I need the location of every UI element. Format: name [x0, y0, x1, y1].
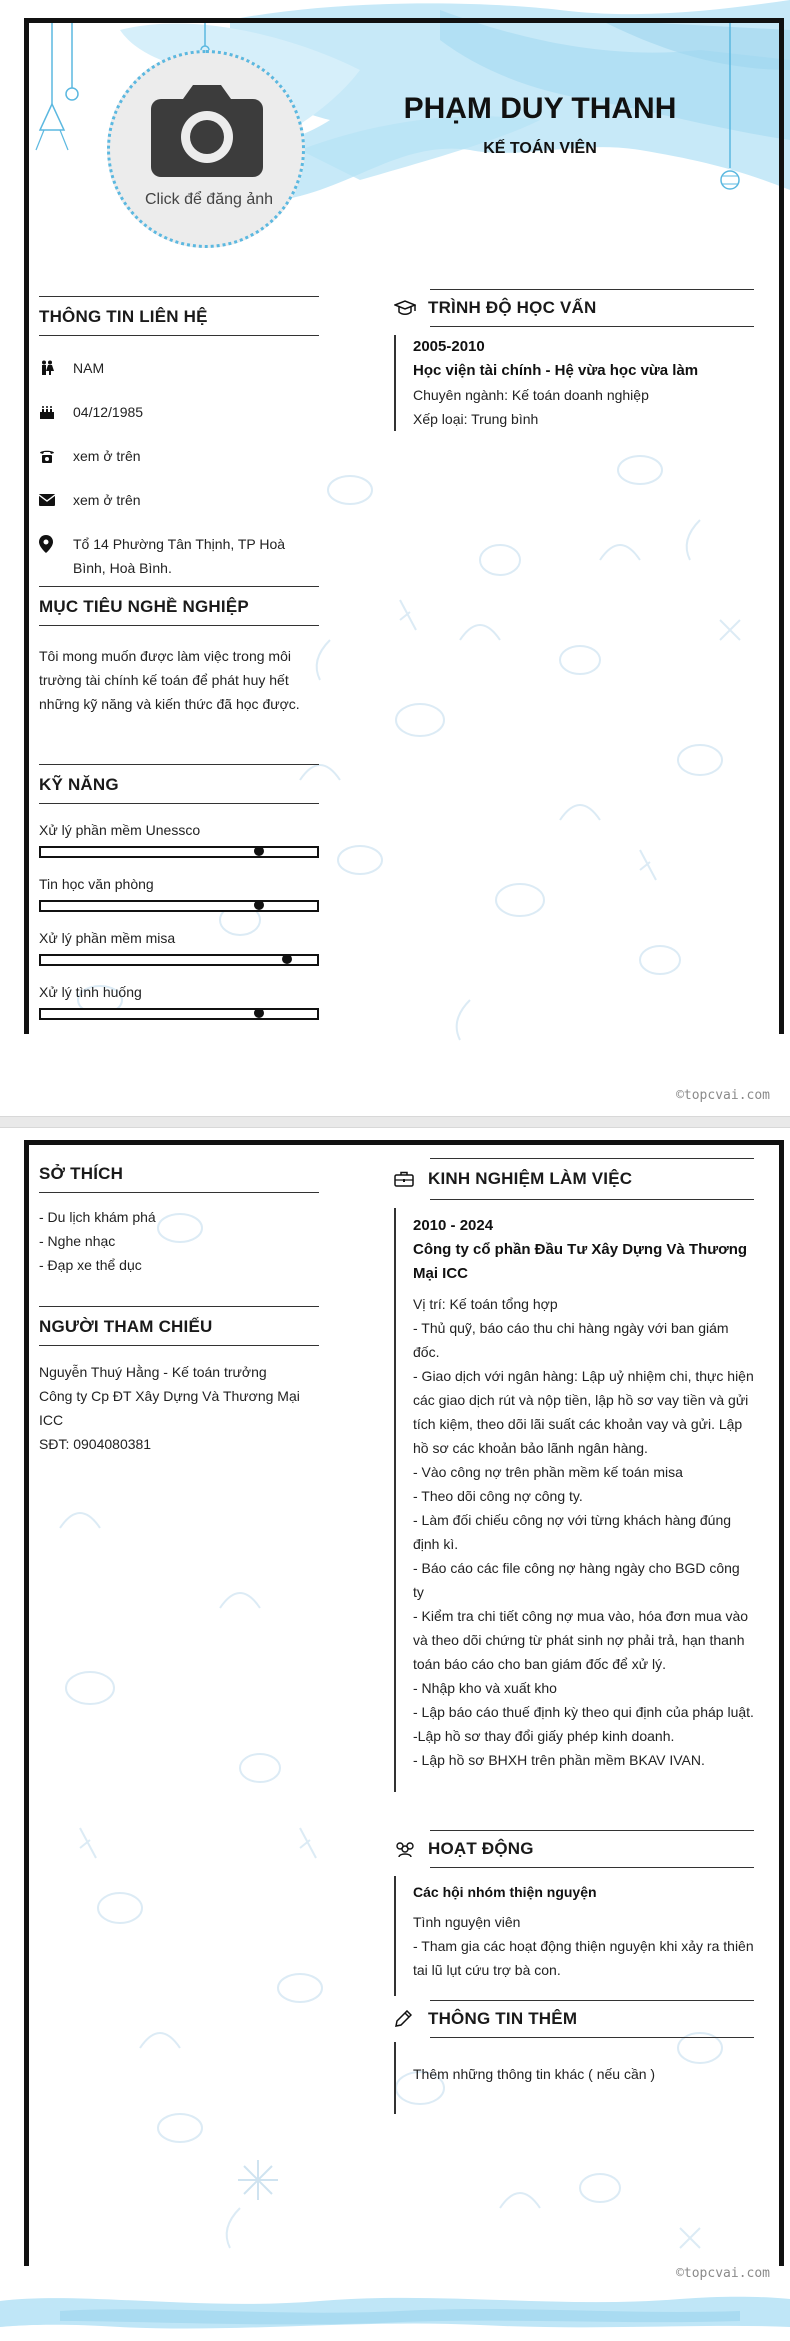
avatar-upload[interactable] [107, 50, 305, 248]
skill-level-knob[interactable] [282, 954, 292, 964]
phone-value: xem ở trên [73, 448, 141, 464]
duty-item: - Làm đối chiếu công nợ với từng khách hàng đúng định kì. [413, 1512, 732, 1552]
education-school: Học viện tài chính - Hệ vừa học vừa làm [413, 362, 699, 379]
duty-item: -Lập hồ sơ thay đổi giấy phép kinh doanh. [413, 1728, 675, 1744]
additional-text: Thêm những thông tin khác ( nếu cần ) [413, 2066, 656, 2082]
watermark: ©topcvai.com [676, 2266, 770, 2281]
skills-title: KỸ NĂNG [39, 775, 119, 794]
graduation-cap-icon [394, 300, 428, 316]
objective-section [39, 586, 319, 716]
education-period: 2005-2010 [413, 338, 485, 355]
duty-item: - Lập báo cáo thuế định kỳ theo qui định của pháp luật. [413, 1704, 754, 1720]
duty-item: - Lập hồ sơ BHXH trên phần mềm BKAV IVAN. [413, 1752, 705, 1768]
page-separator [0, 1116, 790, 1128]
education-timeline [394, 335, 754, 431]
watermark: ©topcvai.com [676, 1088, 770, 1103]
skill-level-knob[interactable] [254, 900, 264, 910]
skill-item [39, 874, 319, 912]
experience-title: KINH NGHIỆM LÀM VIỆC [428, 1169, 633, 1188]
activities-timeline [394, 1876, 754, 1996]
additional-section [394, 2000, 754, 2114]
duty-item: - Kiểm tra chi tiết công nợ mua vào, hóa đơn mua vào và theo dõi chứng từ phát sinh nợ phải trả, hạn thanh toán báo cáo cho ban giám đốc để xử lý. [413, 1608, 749, 1672]
skill-bar[interactable] [39, 954, 319, 966]
skill-bar[interactable] [39, 1008, 319, 1020]
skill-level-knob[interactable] [254, 846, 264, 856]
experience-timeline [394, 1208, 754, 1792]
skill-label: Tin học văn phòng [39, 876, 154, 892]
map-pin-icon [39, 532, 73, 556]
group-icon [394, 1841, 428, 1857]
hobby-item: - Du lịch khám phá [39, 1209, 156, 1225]
email-value: xem ở trên [73, 492, 141, 508]
reference-line: Nguyễn Thuý Hằng - Kế toán trưởng [39, 1364, 267, 1380]
duty-item: - Theo dõi công nợ công ty. [413, 1488, 583, 1504]
skill-label: Xử lý phần mềm Unessco [39, 822, 201, 838]
references-list [39, 1360, 319, 1456]
activities-section [394, 1830, 754, 1996]
address-row [39, 532, 319, 580]
additional-title: THÔNG TIN THÊM [428, 2009, 578, 2028]
camera-icon [147, 81, 267, 181]
hobbies-title: SỞ THÍCH [39, 1164, 124, 1183]
experience-section [394, 1158, 754, 1792]
experience-company: Công ty cổ phần Đầu Tư Xây Dựng Và Thương Mại ICC [413, 1241, 748, 1282]
cv-page-1 [0, 0, 790, 1116]
additional-timeline [394, 2042, 754, 2114]
hobby-item: - Nghe nhạc [39, 1233, 116, 1249]
skills-section [39, 764, 319, 1020]
activity-desc: - Tham gia các hoạt động thiện nguyện khi xảy ra thiên tai lũ lụt cứu trợ bà con. [413, 1938, 754, 1978]
skill-level-knob[interactable] [254, 1008, 264, 1018]
reference-line: SĐT: 0904080381 [39, 1436, 152, 1452]
references-title: NGƯỜI THAM CHIẾU [39, 1317, 213, 1336]
birthday-value: 04/12/1985 [73, 404, 144, 420]
duty-item: - Báo cáo các file công nợ hàng ngày cho BGD công ty [413, 1560, 740, 1600]
cake-icon [39, 400, 73, 424]
education-section [394, 289, 754, 431]
experience-position: Vị trí: Kế toán tổng hợp [413, 1296, 558, 1312]
gender-value: NAM [73, 360, 105, 376]
hobbies-section [39, 1164, 319, 1277]
skill-label: Xử lý phần mềm misa [39, 930, 176, 946]
envelope-icon [39, 488, 73, 512]
briefcase-icon [394, 1171, 428, 1187]
duty-item: - Vào công nợ trên phần mềm kế toán misa [413, 1464, 683, 1480]
education-major: Chuyên ngành: Kế toán doanh nghiệp [413, 387, 649, 403]
birthday-row [39, 400, 319, 424]
email-row [39, 488, 319, 512]
duty-item: - Giao dịch với ngân hàng: Lập uỷ nhiệm chi, thực hiện các giao dịch rút và nộp tiền, lập hồ sơ vay tiền và gửi tích kiệm, theo dõi lãi suất các khoản vay và gửi. Lập hồ sơ các khoản bảo lãnh ngân hàng. [413, 1368, 754, 1456]
education-title: TRÌNH ĐỘ HỌC VẤN [428, 298, 597, 317]
education-grade: Xếp loại: Trung bình [413, 411, 539, 427]
skill-label: Xử lý tình huống [39, 984, 142, 1000]
references-section [39, 1306, 319, 1456]
gender-row [39, 356, 319, 380]
candidate-name: PHẠM DUY THANH [403, 92, 677, 125]
hobbies-list [39, 1205, 319, 1277]
pencil-icon [394, 2010, 428, 2028]
skill-bar[interactable] [39, 900, 319, 912]
gender-icon [39, 356, 73, 380]
duty-item: - Nhập kho và xuất kho [413, 1680, 557, 1696]
skill-item [39, 928, 319, 966]
phone-icon [39, 444, 73, 468]
contact-section [39, 296, 319, 580]
activities-title: HOẠT ĐỘNG [428, 1839, 534, 1858]
duty-item: - Thủ quỹ, báo cáo thu chi hàng ngày với ban giám đốc. [413, 1320, 729, 1360]
phone-row [39, 444, 319, 468]
objective-title: MỤC TIÊU NGHỀ NGHIỆP [39, 597, 249, 616]
reference-line: Công ty Cp ĐT Xây Dựng Và Thương Mại ICC [39, 1388, 300, 1428]
experience-period: 2010 - 2024 [413, 1217, 494, 1234]
address-value: Tổ 14 Phường Tân Thịnh, TP Hoà Bình, Hoà Bình. [73, 536, 286, 576]
contact-title: THÔNG TIN LIÊN HỆ [39, 307, 208, 326]
brush-decoration-bottom [0, 2281, 790, 2341]
skill-bar[interactable] [39, 846, 319, 858]
activity-role: Tình nguyện viên [413, 1914, 521, 1930]
hobby-item: - Đạp xe thể dục [39, 1257, 142, 1273]
skill-item [39, 820, 319, 858]
skill-item [39, 982, 319, 1020]
activity-org: Các hội nhóm thiện nguyện [413, 1884, 597, 1900]
photo-caption: Click để đăng ảnh [144, 191, 274, 208]
skills-list [39, 820, 319, 1020]
candidate-job-title: KẾ TOÁN VIÊN [483, 140, 597, 157]
cv-page-2 [0, 1128, 790, 2341]
objective-text: Tôi mong muốn được làm việc trong môi trường tài chính kế toán để phát huy hết những kỹ năng và kiến thức đã học được. [39, 648, 300, 712]
